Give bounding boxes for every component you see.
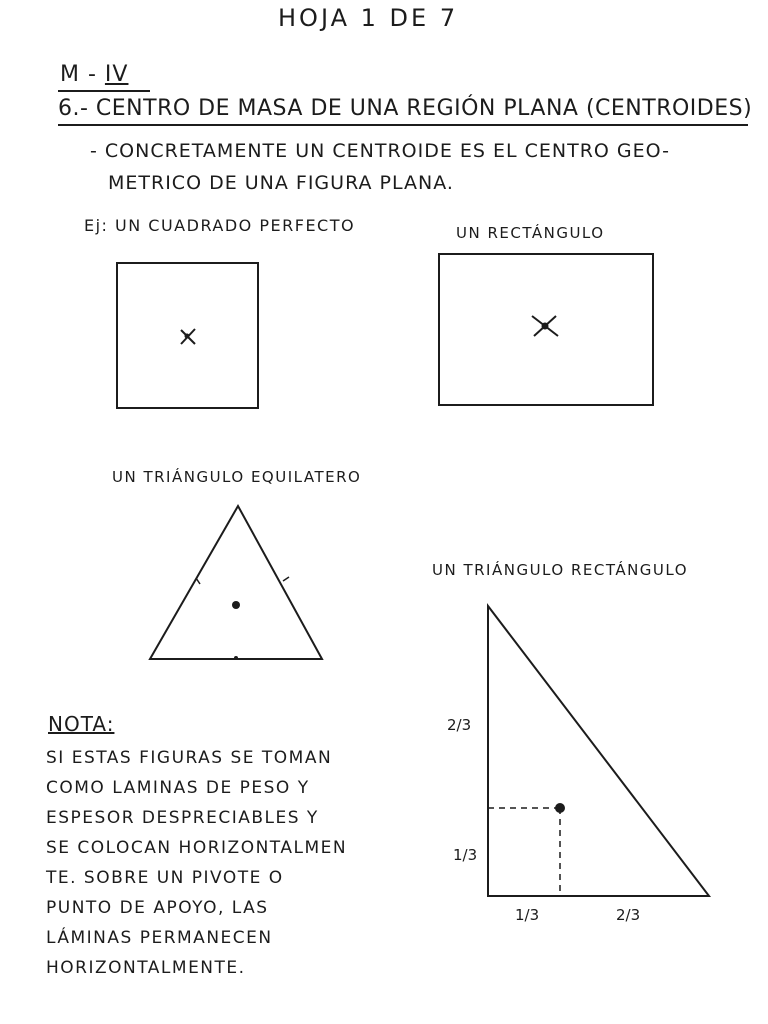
intro-line-2: METRICO DE UNA FIGURA PLANA. (108, 172, 454, 194)
note-line: PUNTO DE APOYO, LAS (46, 898, 269, 918)
rectangle-label: UN RECTÁNGULO (456, 224, 605, 242)
right-triangle-centroid-dot (555, 803, 565, 813)
square-label: Ej: UN CUADRADO PERFECTO (84, 216, 356, 235)
bottom-left-fraction: 1/3 (515, 906, 540, 924)
section-title: 6.- CENTRO DE MASA DE UNA REGIÓN PLANA (CENTROIDES) (58, 96, 753, 121)
right-triangle-shape (488, 606, 709, 896)
left-lower-fraction: 1/3 (453, 846, 478, 864)
module-prefix: M - (60, 62, 97, 87)
base-midpoint-dot (234, 656, 238, 660)
equilateral-centroid-dot (232, 601, 240, 609)
note-line: COMO LAMINAS DE PESO Y (46, 778, 310, 798)
note-line: HORIZONTALMENTE. (46, 958, 246, 978)
note-line: SE COLOCAN HORIZONTALMEN (46, 838, 348, 858)
square-centroid-mark (181, 329, 195, 344)
equilateral-triangle-label: UN TRIÁNGULO EQUILATERO (112, 468, 362, 486)
rectangle-shape (439, 254, 653, 405)
note-line: TE. SOBRE UN PIVOTE O (46, 868, 284, 888)
note-line: LÁMINAS PERMANECEN (46, 928, 273, 948)
module-roman-numeral: IV (104, 62, 129, 87)
right-triangle-label: UN TRIÁNGULO RECTÁNGULO (432, 561, 689, 579)
right-side-midpoint-tick (283, 577, 289, 581)
intro-line-1: - CONCRETAMENTE UN CENTROIDE ES EL CENTRO GEO- (90, 140, 670, 162)
note-line: SI ESTAS FIGURAS SE TOMAN (46, 748, 333, 768)
equilateral-triangle-shape (150, 506, 322, 659)
rectangle-centroid-mark (532, 316, 558, 336)
note-title: NOTA: (48, 712, 115, 736)
page-header-title: HOJA 1 DE 7 (278, 4, 459, 32)
note-line: ESPESOR DESPRECIABLES Y (46, 808, 319, 828)
left-upper-fraction: 2/3 (447, 716, 472, 734)
left-side-midpoint-tick (196, 578, 200, 584)
bottom-right-fraction: 2/3 (616, 906, 641, 924)
